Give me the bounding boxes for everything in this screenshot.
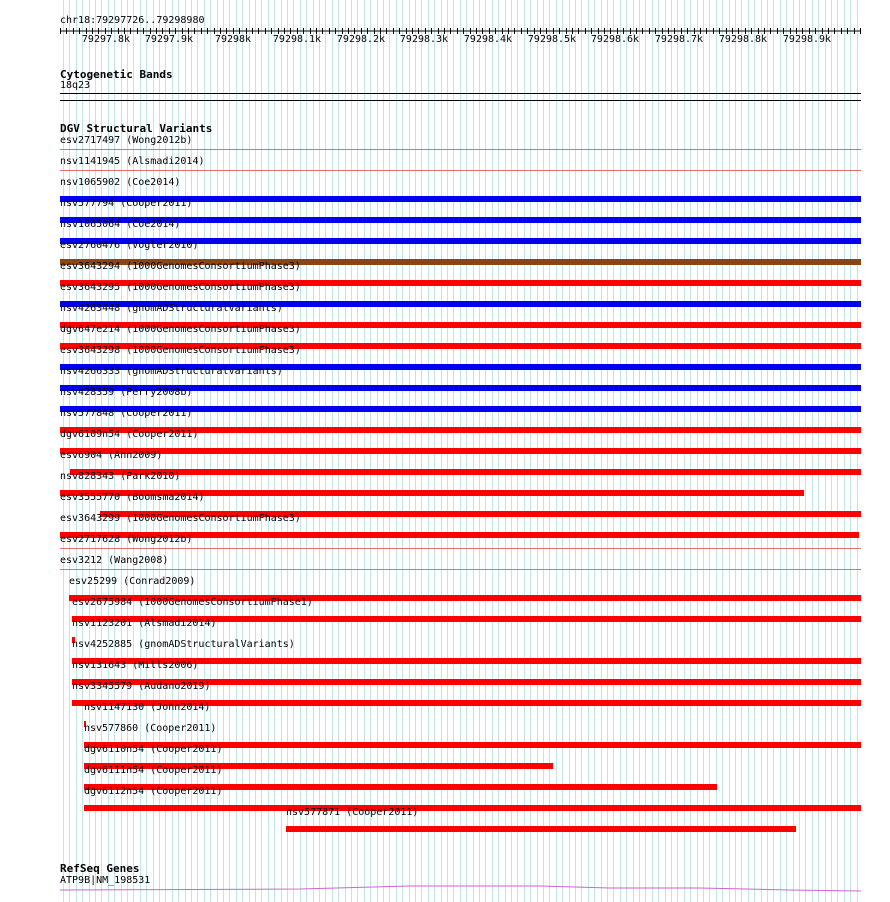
variant-label[interactable]: esv3643295 (1000GenomesConsortiumPhase3) (60, 282, 301, 293)
ruler-tick-label: 79298.9k (782, 34, 832, 45)
ruler-tick-label: 79297.9k (144, 34, 194, 45)
variant-label[interactable]: nsv1141945 (Alsmadi2014) (60, 156, 205, 167)
cytogenetic-bands-title: Cytogenetic Bands (60, 68, 173, 81)
variant-label[interactable]: nsv1123201 (Alsmadi2014) (72, 618, 217, 629)
ruler-tick-label: 79298.6k (590, 34, 640, 45)
variant-label[interactable]: esv2717497 (Wong2012b) (60, 135, 193, 146)
variant-label[interactable]: esv3643299 (1000GenomesConsortiumPhase3) (60, 513, 301, 524)
variant-label[interactable]: nsv577860 (Cooper2011) (84, 723, 217, 734)
variant-label[interactable]: nsv1065902 (Coe2014) (60, 177, 181, 188)
variant-label[interactable]: esv3643298 (1000GenomesConsortiumPhase3) (60, 345, 301, 356)
ruler-tick-label: 79298k (214, 34, 252, 45)
variant-label[interactable]: nsv3345579 (Audano2019) (72, 681, 211, 692)
variant-label[interactable]: nsv4266333 (gnomADStructuralVariants) (60, 366, 283, 377)
variant-label[interactable]: dgv647e214 (1000GenomesConsortiumPhase3) (60, 324, 301, 335)
variant-bar[interactable] (70, 469, 861, 475)
variant-label[interactable]: dgv6112n54 (Cooper2011) (84, 786, 223, 797)
ruler-tick-label: 79298.5k (527, 34, 577, 45)
variant-track-line[interactable] (60, 149, 861, 150)
refseq-gene-label[interactable]: ATP9B|NM_198531 (60, 875, 151, 886)
variant-label[interactable]: esv3555770 (Boomsma2014) (60, 492, 205, 503)
variant-track-line[interactable] (60, 569, 861, 570)
variant-label[interactable]: nsv828343 (Park2010) (60, 471, 181, 482)
ruler-tick-label: 79297.8k (81, 34, 131, 45)
variant-label[interactable]: dgv6111n54 (Cooper2011) (84, 765, 223, 776)
location-label: chr18:79297726..79298980 (60, 15, 205, 26)
ruler-tick-label: 79298.7k (654, 34, 704, 45)
variant-bar[interactable] (286, 826, 796, 832)
track-separator (60, 100, 861, 101)
variant-label[interactable]: esv2717628 (Wong2012b) (60, 534, 193, 545)
variant-label[interactable]: nsv4252885 (gnomADStructuralVariants) (72, 639, 295, 650)
variant-label[interactable]: dgv6109n54 (Cooper2011) (60, 429, 199, 440)
variant-label[interactable]: esv3212 (Wang2008) (60, 555, 169, 566)
variant-label[interactable]: esv2760476 (Vogler2010) (60, 240, 199, 251)
variant-label[interactable]: nsv131643 (Mills2006) (72, 660, 199, 671)
cytoband-label: 18q23 (60, 80, 91, 91)
variant-label[interactable]: nsv4263448 (gnomADStructuralVariants) (60, 303, 283, 314)
variant-label[interactable]: nsv577848 (Cooper2011) (60, 408, 193, 419)
variant-label[interactable]: nsv1147130 (John2014) (84, 702, 211, 713)
ruler-tick-label: 79298.3k (399, 34, 449, 45)
refseq-track-title: RefSeq Genes (60, 862, 140, 875)
variant-label[interactable]: esv3643294 (1000GenomesConsortiumPhase3) (60, 261, 301, 272)
variant-label[interactable]: nsv1065064 (Coe2014) (60, 219, 181, 230)
refseq-gene-line[interactable] (0, 882, 890, 894)
ruler-tick-label: 79298.1k (272, 34, 322, 45)
variant-label[interactable]: esv6904 (Ahn2009) (60, 450, 163, 461)
variant-label[interactable]: esv25299 (Conrad2009) (69, 576, 196, 587)
ruler-tick-label: 79298.2k (336, 34, 386, 45)
ruler-tick-label: 79298.8k (718, 34, 768, 45)
variant-label[interactable]: esv2675984 (1000GenomesConsortiumPhase1) (72, 597, 313, 608)
variant-label[interactable]: nsv428359 (Perry2008b) (60, 387, 193, 398)
variant-track-line[interactable] (60, 548, 861, 549)
variant-bar[interactable] (60, 448, 861, 454)
dgv-track-title: DGV Structural Variants (60, 122, 213, 135)
ruler-tick-label: 79298.4k (463, 34, 513, 45)
variant-label[interactable]: nsv577794 (Cooper2011) (60, 198, 193, 209)
variant-label[interactable]: dgv6110n54 (Cooper2011) (84, 744, 223, 755)
cytoband-line (60, 93, 861, 94)
variant-bar[interactable] (84, 805, 861, 811)
variant-track-line[interactable] (60, 170, 861, 171)
variant-label[interactable]: nsv577871 (Cooper2011) (286, 807, 419, 818)
